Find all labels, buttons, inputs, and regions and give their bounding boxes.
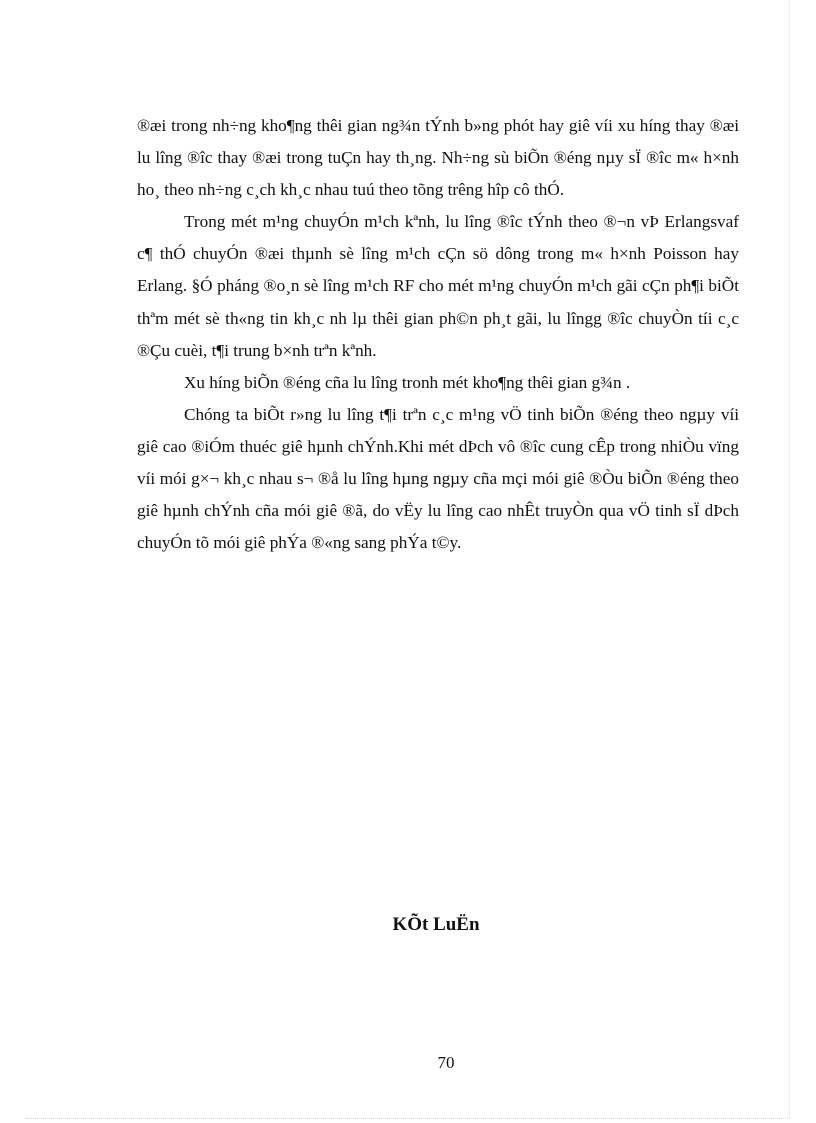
body-text [137,110,739,559]
paragraph-4: Chóng ta biÕt r»ng lu lîng t¶i trªn c¸c m¹ng vÖ tinh biÕn ®éng theo ngµy víi giê cao ®iÓm thuéc giê hµnh chÝnh.Khi mét dÞch vô ®îc cung cÊp trong nhiÒu vïng víi mói g×¬ kh¸c nhau s¬ ®å lu lîng hµng ngµy cña mçi mói giê ®Òu biÕn ®éng theo giê hµnh chÝnh cña mói giê ®ã, do vËy lu lîng cao nhÊt truyÒn qua vÖ tinh sÏ dÞch chuyÓn tõ mói giê phÝa ®«ng sang phÝa t©y. [137,404,739,553]
paragraph-1: ®æi trong nh÷ng kho¶ng thêi gian ng¾n tÝnh b»ng phót hay giê víi xu híng thay ®æi lu lîng ®îc thay ®æi trong tuÇn hay th¸ng. Nh÷ng sù biÕn ®éng nµy sÏ ®îc m« h×nh ho¸ theo nh÷ng c¸ch kh¸c nhau tuú theo tõng trêng hîp cô thÓ. [137,116,739,200]
paragraph-3: Xu híng biÕn ®éng cña lu lîng tronh mét kho¶ng thêi gian g¾n . [184,372,631,392]
page-edge-right [789,0,790,1119]
page-number: 70 [437,1053,455,1072]
paragraph-2: Trong mét m¹ng chuyÓn m¹ch kªnh, lu lîng ®îc tÝnh theo ®¬n vÞ Erlangsvaf c¶ thÓ chuyÓn ®æi thµnh sè lîng m¹ch cÇn sö dông trong m« h×nh Poisson hay Erlang. §Ó pháng ®o¸n sè lîng m¹ch RF cho mét m¹ng chuyÓn m¹ch gãi cÇn ph¶i biÕt thªm mét sè th«ng tin kh¸c nh lµ thêi gian ph©n ph¸t gãi, lu lîngg ®îc chuyÒn tíi c¸c ®Çu cuèi, t¶i trung b×nh trªn kªnh. [137,212,739,360]
page-edge-bottom [26,1118,790,1119]
section-heading: KÕt LuËn [392,914,480,935]
